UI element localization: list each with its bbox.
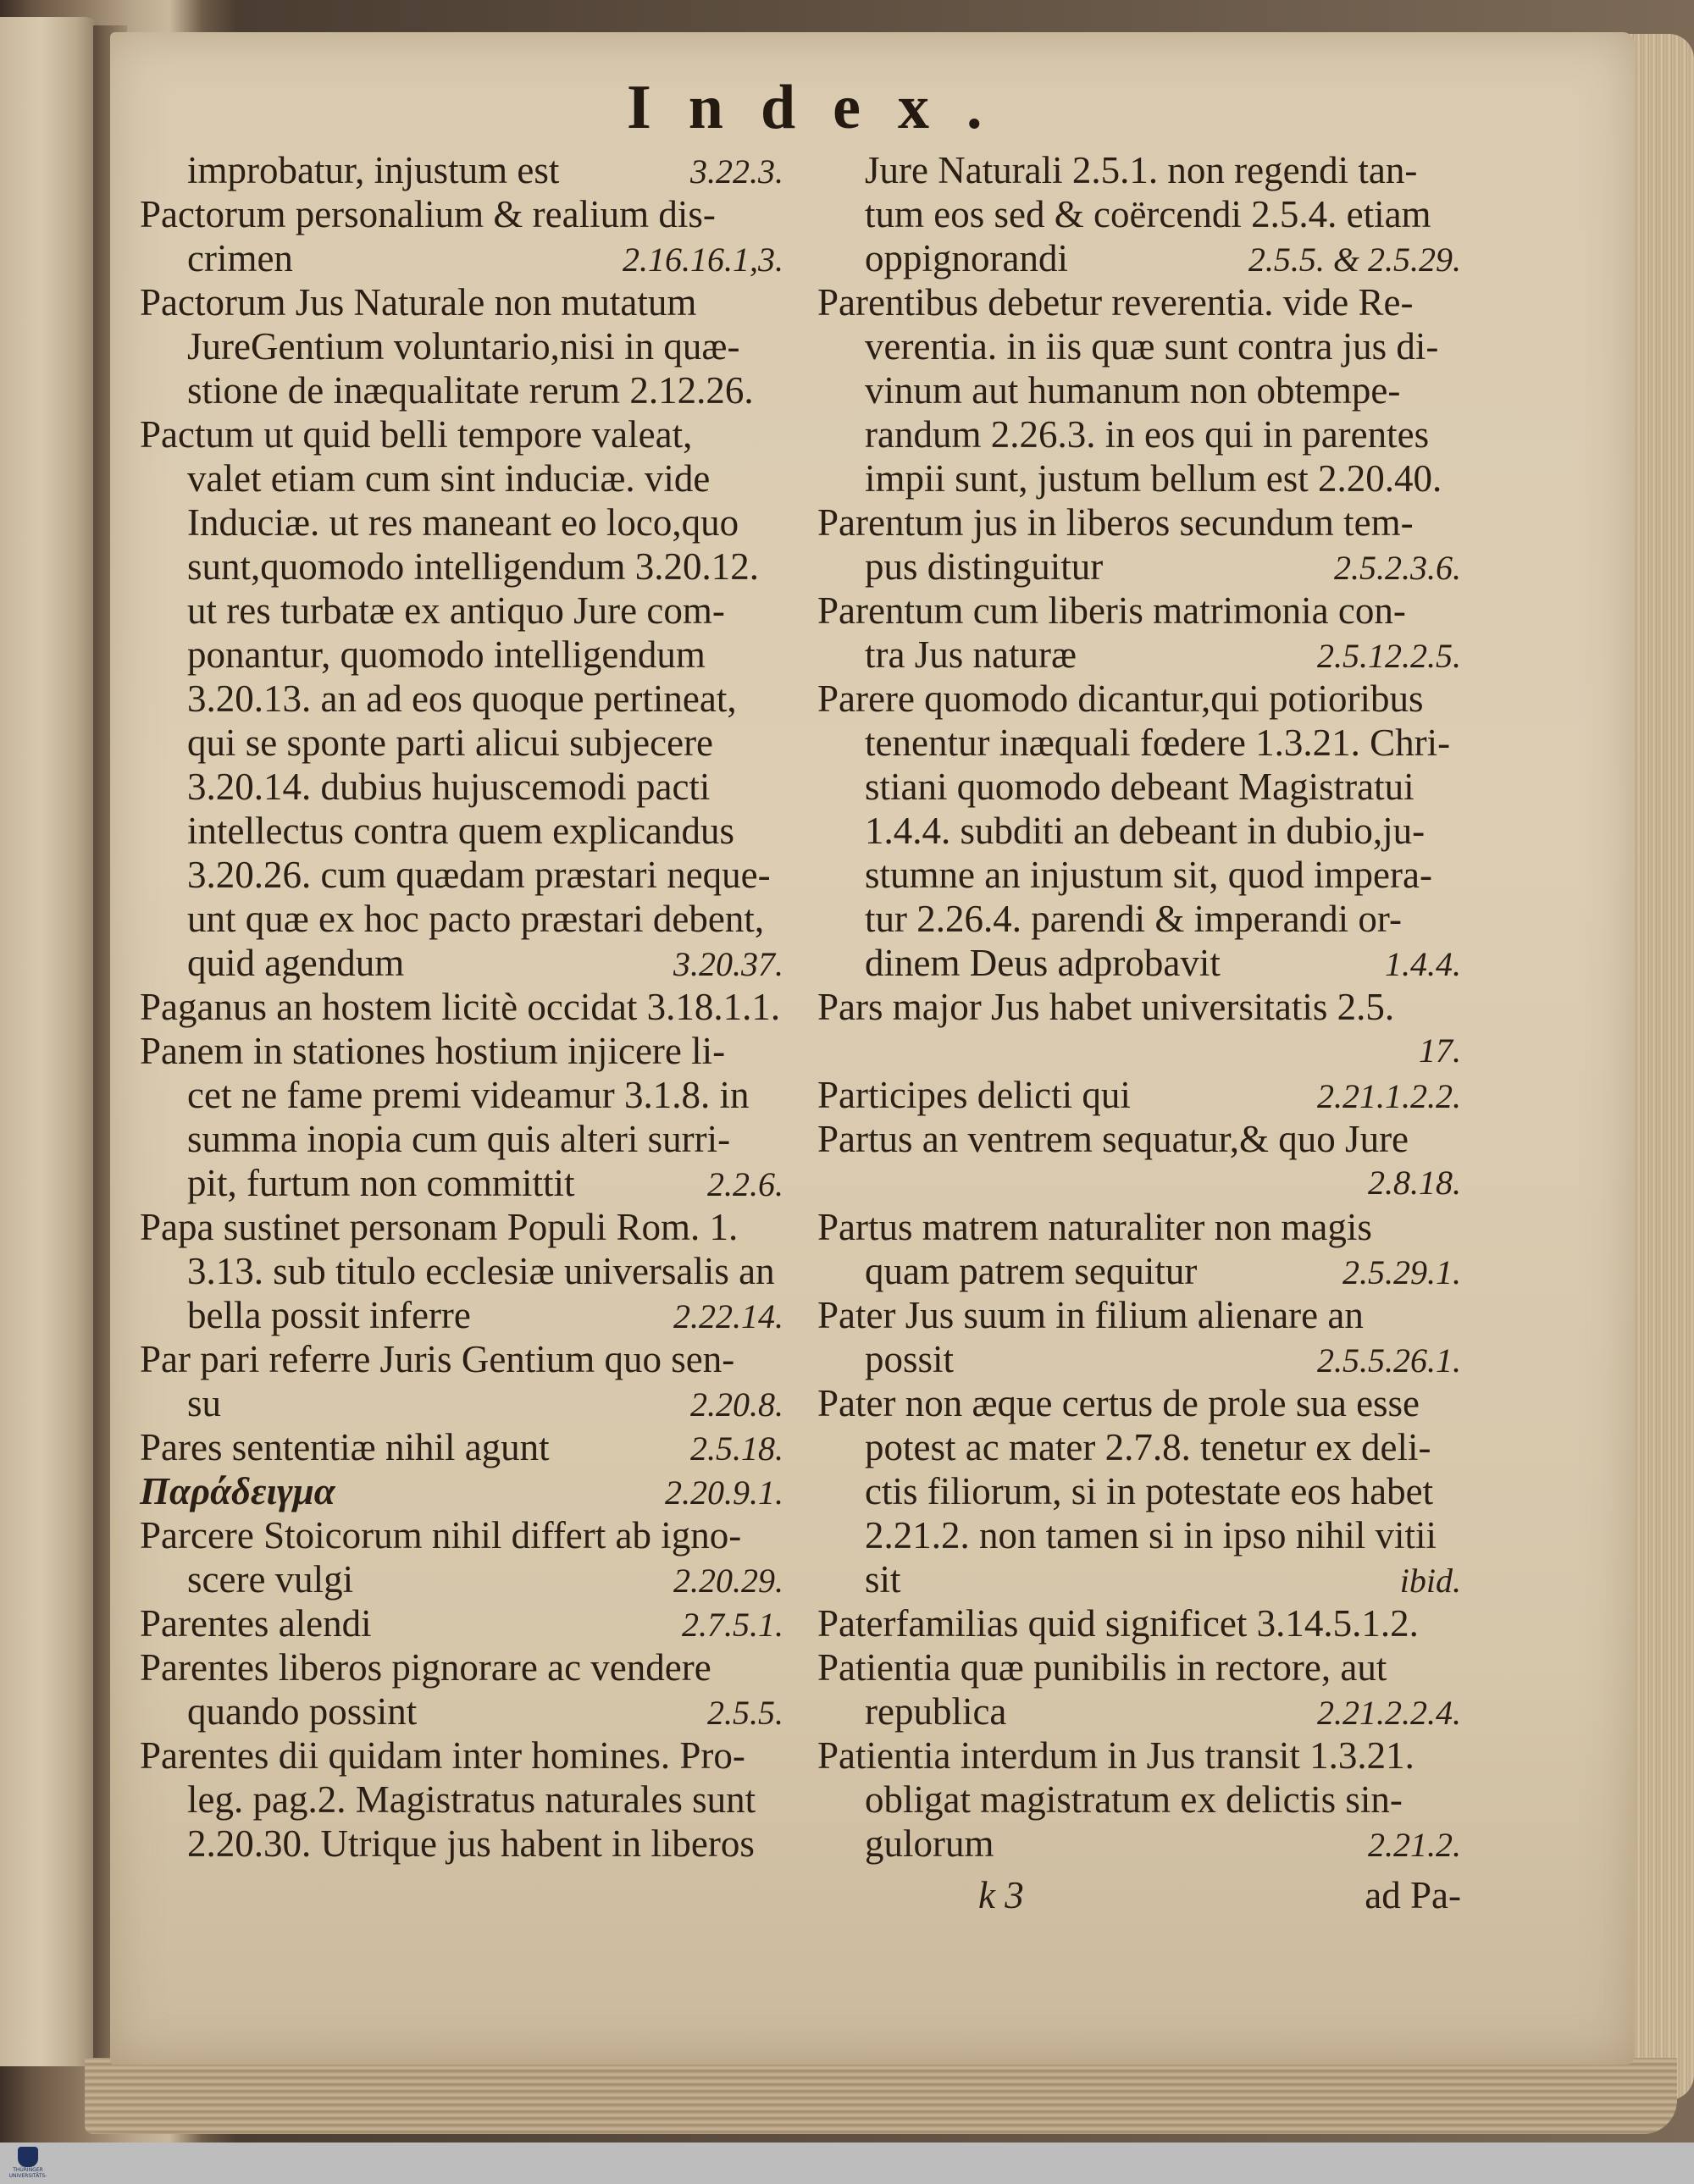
index-entry-text: scere vulgi	[187, 1558, 354, 1601]
index-line	[817, 1293, 1461, 1337]
index-line	[140, 1733, 783, 1778]
index-entry-text: impii sunt, justum bellum est 2.20.40.	[865, 457, 1442, 500]
index-entry-text: Paganus an hostem licitè occidat 3.18.1.1.	[140, 986, 781, 1028]
index-line	[140, 1073, 783, 1117]
index-line	[817, 985, 1461, 1029]
index-line	[140, 1029, 783, 1073]
index-entry-text: Par pari referre Juris Gentium quo sen-	[140, 1338, 735, 1380]
index-line	[140, 368, 783, 412]
index-entry-text: Pares sententiæ nihil agunt	[140, 1426, 550, 1468]
index-line	[140, 677, 783, 721]
index-line	[817, 633, 1461, 677]
index-line	[140, 1161, 783, 1205]
signature-mark: k 3	[978, 1874, 1024, 1916]
index-entry-reference: 17.	[1419, 1031, 1461, 1070]
index-line	[817, 853, 1461, 897]
index-entry-text: Pater Jus suum in filium alienare an	[817, 1294, 1364, 1336]
index-entry-reference: ibid.	[1399, 1562, 1461, 1600]
index-line	[817, 412, 1461, 456]
index-entry-reference: 2.20.8.	[690, 1385, 783, 1424]
index-line	[817, 236, 1461, 280]
index-entry-text: vinum aut humanum non obtempe-	[865, 369, 1401, 412]
index-line	[140, 809, 783, 853]
index-line	[140, 1117, 783, 1161]
index-entry-text: 3.13. sub titulo ecclesiæ universalis an	[187, 1250, 775, 1292]
index-entry-text: 3.20.13. an ad eos quoque pertineat,	[187, 677, 737, 720]
index-line	[140, 192, 783, 236]
index-entry-reference: 3.20.37.	[673, 945, 783, 983]
index-entry-reference: 1.4.4.	[1385, 945, 1461, 983]
index-entry-text: 3.20.26. cum quædam præstari neque-	[187, 854, 771, 896]
index-line	[817, 1161, 1461, 1205]
index-line	[140, 589, 783, 633]
index-column-left	[140, 148, 783, 1866]
index-line	[140, 236, 783, 280]
index-entry-text: gulorum	[865, 1822, 994, 1865]
index-line	[140, 324, 783, 368]
page-header: Index.	[627, 73, 1020, 142]
index-line	[817, 809, 1461, 853]
index-entry-reference: 2.21.2.	[1368, 1826, 1461, 1864]
index-entry-text: Parentibus debetur reverentia. vide Re-	[817, 281, 1414, 323]
index-line	[140, 1381, 783, 1425]
index-entry-text: crimen	[187, 237, 293, 279]
index-entry-reference: 2.20.9.1.	[665, 1474, 783, 1512]
index-entry-text: dinem Deus adprobavit	[865, 942, 1221, 984]
index-entry-reference: 2.8.18.	[1368, 1164, 1461, 1202]
index-line	[817, 1469, 1461, 1513]
index-entry-text: Patientia interdum in Jus transit 1.3.21.	[817, 1734, 1414, 1777]
index-entry-text: quid agendum	[187, 942, 405, 984]
index-line	[817, 721, 1461, 765]
index-line	[817, 941, 1461, 985]
index-line	[140, 633, 783, 677]
index-entry-text: Pactorum personalium & realium dis-	[140, 193, 716, 235]
index-entry-text: quando possint	[187, 1690, 418, 1733]
index-entry-text: pus distinguitur	[865, 545, 1104, 588]
index-line	[140, 853, 783, 897]
index-entry-text: stumne an injustum sit, quod impera-	[865, 854, 1432, 896]
index-line	[140, 1601, 783, 1645]
library-logo	[8, 2144, 47, 2181]
index-entry-text: Jure Naturali 2.5.1. non regendi tan-	[865, 149, 1418, 191]
index-line	[817, 148, 1461, 192]
index-line	[140, 1205, 783, 1249]
index-line	[140, 1337, 783, 1381]
index-entry-text: bella possit inferre	[187, 1294, 471, 1336]
index-entry-text: JureGentium voluntario,nisi in quæ-	[187, 325, 740, 368]
index-line	[140, 1822, 783, 1866]
index-line	[817, 280, 1461, 324]
index-entry-text: Παράδειγμα	[140, 1470, 335, 1512]
index-entry-text: qui se sponte parti alicui subjecere	[187, 722, 714, 764]
facing-page-edge	[0, 17, 102, 2066]
index-entry-text: stione de inæqualitate rerum 2.12.26.	[187, 369, 754, 412]
page-footer	[817, 1873, 1461, 1917]
index-entry-text: valet etiam cum sint induciæ. vide	[187, 457, 711, 500]
index-entry-text: Parere quomodo dicantur,qui potioribus	[817, 677, 1424, 720]
index-entry-reference: 2.5.5. & 2.5.29.	[1248, 241, 1461, 279]
index-entry-text: pit, furtum non committit	[187, 1162, 575, 1204]
index-line	[817, 1601, 1461, 1645]
index-line	[817, 677, 1461, 721]
index-entry-text: quam patrem sequitur	[865, 1250, 1198, 1292]
index-line	[140, 897, 783, 941]
page-edges-bottom	[85, 2058, 1677, 2134]
index-line	[817, 1117, 1461, 1161]
index-line	[140, 1557, 783, 1601]
index-line	[817, 765, 1461, 809]
index-line	[817, 368, 1461, 412]
index-line	[140, 1689, 783, 1733]
index-line	[817, 1337, 1461, 1381]
index-entry-text: Partus an ventrem sequatur,& quo Jure	[817, 1118, 1409, 1160]
index-line	[140, 1513, 783, 1557]
index-entry-text: Pactorum Jus Naturale non mutatum	[140, 281, 697, 323]
index-line	[817, 1778, 1461, 1822]
index-entry-reference: 2.7.5.1.	[682, 1606, 783, 1644]
index-line	[140, 941, 783, 985]
index-line	[140, 1469, 783, 1513]
index-entry-text: Induciæ. ut res maneant eo loco,quo	[187, 501, 739, 544]
index-entry-text: intellectus contra quem explicandus	[187, 810, 735, 852]
index-entry-text: tur 2.26.4. parendi & imperandi or-	[865, 898, 1402, 940]
index-entry-reference: 3.22.3.	[690, 152, 783, 191]
index-line	[817, 1029, 1461, 1073]
index-entry-text: Pars major Jus habet universitatis 2.5.	[817, 986, 1395, 1028]
index-entry-text: 2.20.30. Utrique jus habent in liberos	[187, 1822, 755, 1865]
index-entry-text: Parentes dii quidam inter homines. Pro-	[140, 1734, 745, 1777]
index-entry-text: 1.4.4. subditi an debeant in dubio,ju-	[865, 810, 1426, 852]
index-line	[817, 1822, 1461, 1866]
index-entry-text: Parcere Stoicorum nihil differt ab igno-	[140, 1514, 742, 1556]
index-entry-text: 3.20.14. dubius hujuscemodi pacti	[187, 766, 711, 808]
index-line	[817, 1645, 1461, 1689]
index-entry-text: Patientia quæ punibilis in rectore, aut	[817, 1646, 1387, 1689]
index-entry-text: oppignorandi	[865, 237, 1068, 279]
index-entry-text: Parentum cum liberis matrimonia con-	[817, 589, 1406, 632]
index-entry-text: obligat magistratum ex delictis sin-	[865, 1778, 1403, 1821]
index-line	[817, 324, 1461, 368]
index-entry-text: unt quæ ex hoc pacto præstari debent,	[187, 898, 765, 940]
library-logo-text: THÜRINGER UNIVERSITÄTS-	[8, 2167, 47, 2179]
index-line	[817, 1205, 1461, 1249]
index-entry-reference: 2.5.12.2.5.	[1317, 637, 1461, 675]
index-line	[817, 1689, 1461, 1733]
index-line	[140, 1778, 783, 1822]
index-line	[817, 1557, 1461, 1601]
index-entry-text: tum eos sed & coërcendi 2.5.4. etiam	[865, 193, 1431, 235]
index-entry-text: 2.21.2. non tamen si in ipso nihil vitii	[865, 1514, 1437, 1556]
index-entry-text: Parentes liberos pignorare ac vendere	[140, 1646, 711, 1689]
index-entry-text: leg. pag.2. Magistratus naturales sunt	[187, 1778, 756, 1821]
index-entry-text: ponantur, quomodo intelligendum	[187, 633, 706, 676]
index-entry-reference: 2.5.5.26.1.	[1317, 1341, 1461, 1380]
index-entry-reference: 2.21.1.2.2.	[1317, 1077, 1461, 1115]
index-entry-reference: 2.5.2.3.6.	[1334, 549, 1461, 587]
index-entry-text: Pactum ut quid belli tempore valeat,	[140, 413, 693, 456]
index-entry-reference: 2.2.6.	[707, 1165, 783, 1203]
index-line	[817, 1425, 1461, 1469]
library-logo-icon	[18, 2147, 38, 2167]
index-entry-text: randum 2.26.3. in eos qui in parentes	[865, 413, 1430, 456]
index-entry-reference: 2.16.16.1,3.	[623, 241, 783, 279]
index-line	[817, 1073, 1461, 1117]
index-line	[140, 1645, 783, 1689]
index-line	[140, 1249, 783, 1293]
index-line	[817, 1513, 1461, 1557]
index-line	[817, 1249, 1461, 1293]
index-line	[140, 148, 783, 192]
index-entry-reference: 2.5.18.	[690, 1429, 783, 1468]
index-entry-text: potest ac mater 2.7.8. tenetur ex deli-	[865, 1426, 1431, 1468]
index-entry-text: verentia. in iis quæ sunt contra jus di-	[865, 325, 1439, 368]
index-line	[140, 500, 783, 545]
index-line	[140, 985, 783, 1029]
index-entry-text: sit	[865, 1558, 901, 1601]
index-line	[817, 1733, 1461, 1778]
viewer-footer-bar	[0, 2143, 1694, 2184]
index-entry-text: Parentes alendi	[140, 1602, 372, 1645]
index-entry-text: republica	[865, 1690, 1007, 1733]
index-entry-reference: 2.5.29.1.	[1342, 1253, 1461, 1291]
index-line	[140, 412, 783, 456]
index-entry-text: ut res turbatæ ex antiquo Jure com-	[187, 589, 725, 632]
index-line	[817, 1381, 1461, 1425]
index-entry-text: cet ne fame premi videamur 3.1.8. in	[187, 1074, 750, 1116]
catchword: ad Pa-	[1365, 1874, 1461, 1916]
index-line	[140, 1293, 783, 1337]
index-line	[817, 897, 1461, 941]
index-line	[140, 765, 783, 809]
index-entry-text: Pater non æque certus de prole sua esse	[817, 1382, 1420, 1424]
index-entry-text: summa inopia cum quis alteri surri-	[187, 1118, 731, 1160]
index-line	[817, 545, 1461, 589]
index-column-right	[817, 148, 1461, 1866]
index-line	[140, 1425, 783, 1469]
index-line	[140, 545, 783, 589]
index-line	[817, 456, 1461, 500]
page-edges-right	[1626, 34, 1694, 2100]
index-entry-reference: 2.22.14.	[673, 1297, 783, 1335]
index-entry-reference: 2.5.5.	[707, 1694, 783, 1732]
index-line	[140, 280, 783, 324]
index-entry-text: possit	[865, 1338, 955, 1380]
index-entry-text: Participes delicti qui	[817, 1074, 1131, 1116]
index-entry-text: Partus matrem naturaliter non magis	[817, 1206, 1372, 1248]
index-entry-text: Paterfamilias quid significet 3.14.5.1.2.	[817, 1602, 1419, 1645]
index-entry-text: Panem in stationes hostium injicere li-	[140, 1030, 726, 1072]
index-entry-text: sunt,quomodo intelligendum 3.20.12.	[187, 545, 759, 588]
index-entry-text: su	[187, 1382, 222, 1424]
index-entry-text: Papa sustinet personam Populi Rom. 1.	[140, 1206, 739, 1248]
index-entry-text: ctis filiorum, si in potestate eos habet	[865, 1470, 1434, 1512]
index-entry-text: stiani quomodo debeant Magistratui	[865, 766, 1414, 808]
index-line	[140, 456, 783, 500]
index-line	[817, 500, 1461, 545]
index-entry-reference: 2.21.2.2.4.	[1317, 1694, 1461, 1732]
index-line	[817, 192, 1461, 236]
index-entry-text: tra Jus naturæ	[865, 633, 1077, 676]
index-entry-reference: 2.20.29.	[673, 1562, 783, 1600]
index-entry-text: tenentur inæquali fœdere 1.3.21. Chri-	[865, 722, 1451, 764]
index-line	[140, 721, 783, 765]
index-line	[817, 589, 1461, 633]
index-entry-text: Parentum jus in liberos secundum tem-	[817, 501, 1414, 544]
index-entry-text: improbatur, injustum est	[187, 149, 560, 191]
